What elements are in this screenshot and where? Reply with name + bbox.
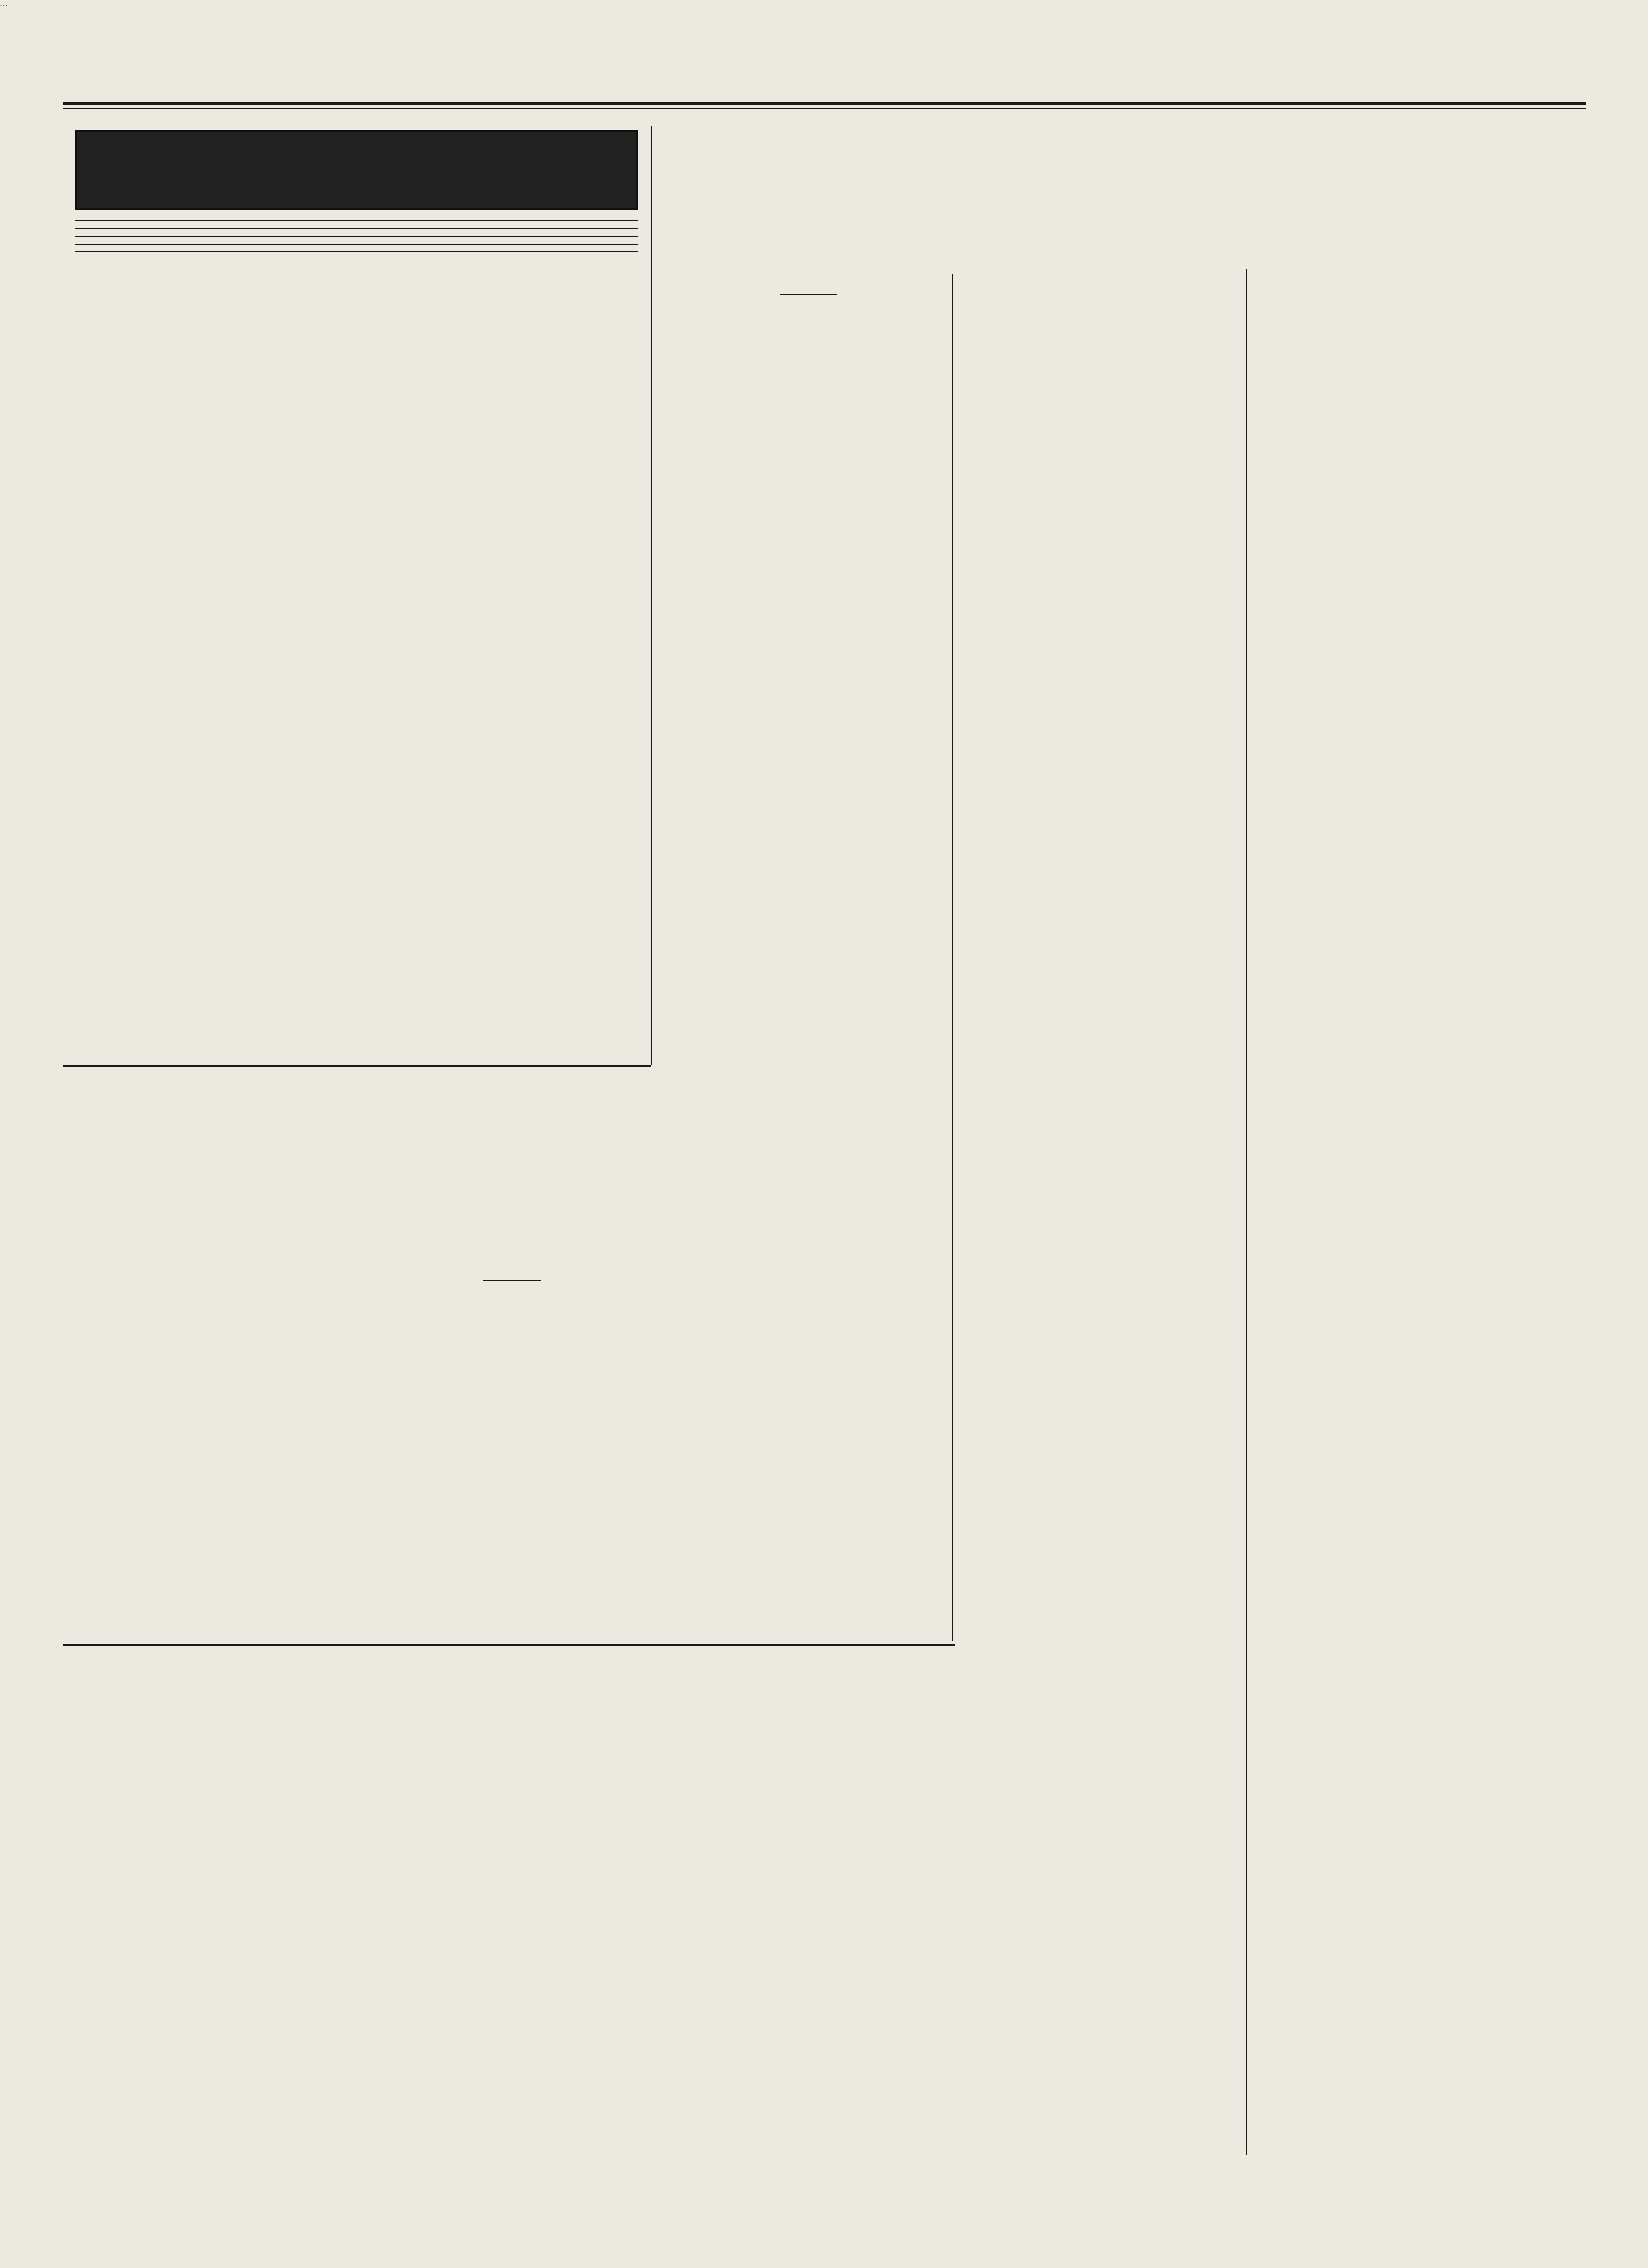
banner-de-ontem [75,130,638,210]
column-de-ontem [75,130,638,255]
rule [483,1280,541,1281]
main-column-2 [960,269,1239,2155]
rule [75,220,638,221]
section-rule [63,1065,651,1067]
column-rule [952,274,953,1641]
rule [75,236,638,237]
rule [780,294,837,295]
column-rule [1246,269,1247,2155]
rule [75,228,638,229]
rule [75,251,638,252]
section-rule [63,1644,955,1646]
main-column-1 [670,289,947,1641]
masthead-rule [63,102,1586,105]
masthead-rule-thin [63,108,1586,109]
marrocos-column-2 [373,1276,650,1286]
rule [75,244,638,245]
column-rule [651,126,652,1065]
main-column-3 [1254,269,1586,1645]
